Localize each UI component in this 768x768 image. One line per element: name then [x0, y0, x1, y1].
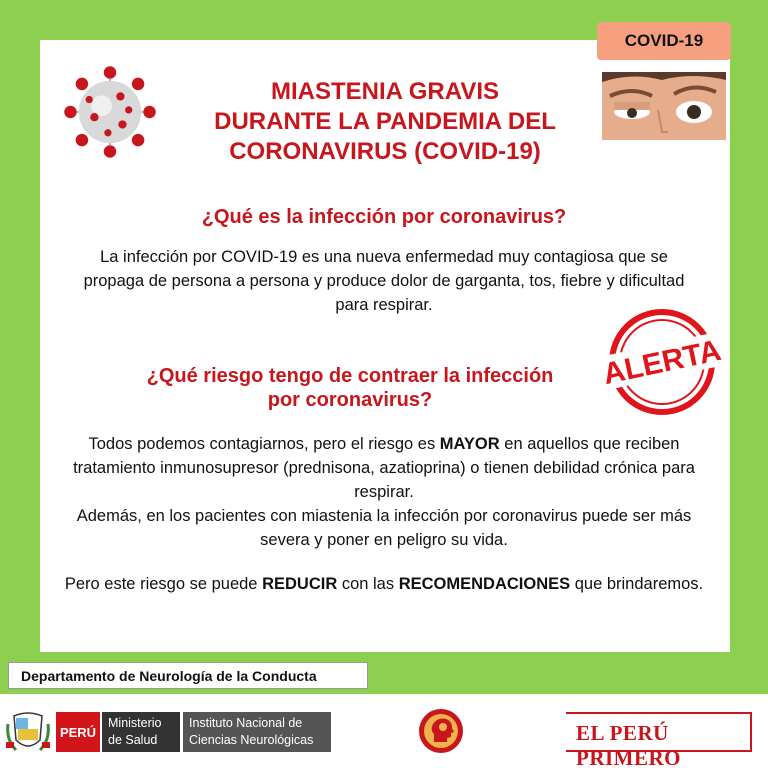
institute-line-1: Instituto Nacional de — [189, 716, 303, 730]
answer-reduce-text-a: Pero este riesgo se puede — [64, 575, 263, 593]
page-title — [160, 77, 610, 167]
question-risk-line-1: ¿Qué riesgo tengo de contraer la infección — [146, 365, 554, 387]
eye-ptosis-photo — [602, 72, 726, 140]
peru-logo: PERÚ — [56, 712, 100, 752]
title-line-2: DURANTE LA PANDEMIA DEL — [214, 108, 556, 135]
answer-risk-emphasis-mayor: MAYOR — [439, 435, 500, 453]
answer-risk-text-a: Todos podemos contagiarnos, pero el riesgo es — [88, 435, 440, 453]
department-label: Departamento de Neurología de la Conducta — [8, 662, 368, 689]
question-risk — [90, 364, 610, 412]
answer-infection: La infección por COVID-19 es una nueva enfermedad muy contagiosa que se propaga de persona a persona y produce dolor de garganta, tos, fiebre y dificultad para respirar. — [83, 248, 685, 314]
answer-reduce — [56, 572, 712, 596]
ministry-line-2: de Salud — [108, 733, 158, 747]
question-risk-line-2: por coronavirus? — [267, 389, 433, 411]
answer-reduce-text-c: con las — [337, 575, 399, 593]
title-line-1: MIASTENIA GRAVIS — [270, 78, 499, 105]
answer-risk-text-d: Además, en los pacientes con miastenia la infección por coronavirus puede ser más severa y poner en peligro su vida. — [76, 507, 692, 549]
peru-primero-logo: EL PERÚ PRIMERO — [576, 721, 681, 768]
answer-reduce-text-e: que brindaremos. — [570, 575, 704, 593]
ministry-logo — [102, 712, 180, 752]
neurology-head-icon — [418, 708, 464, 754]
answer-risk — [56, 432, 712, 552]
question-infection: ¿Qué es la infección por coronavirus? — [201, 206, 567, 228]
institute-logo — [183, 712, 331, 752]
answer-risk-text-c: en aquellos que reciben tratamiento inmunosupresor (prednisona, azatioprina) o tienen debilidad crónica para respirar. — [73, 435, 695, 501]
title-line-3: CORONAVIRUS (COVID-19) — [229, 138, 541, 165]
ministry-line-1: Ministerio — [108, 716, 162, 730]
answer-reduce-emphasis-reducir: REDUCIR — [262, 575, 338, 593]
alert-stamp-text: ALERTA — [600, 333, 724, 392]
covid-tag: COVID-19 — [597, 22, 731, 60]
answer-reduce-emphasis-recomendaciones: RECOMENDACIONES — [398, 575, 571, 593]
peru-coat-of-arms-icon — [6, 706, 50, 756]
institute-line-2: Ciencias Neurológicas — [189, 733, 314, 747]
alert-stamp — [598, 306, 726, 418]
coronavirus-icon — [58, 60, 162, 164]
